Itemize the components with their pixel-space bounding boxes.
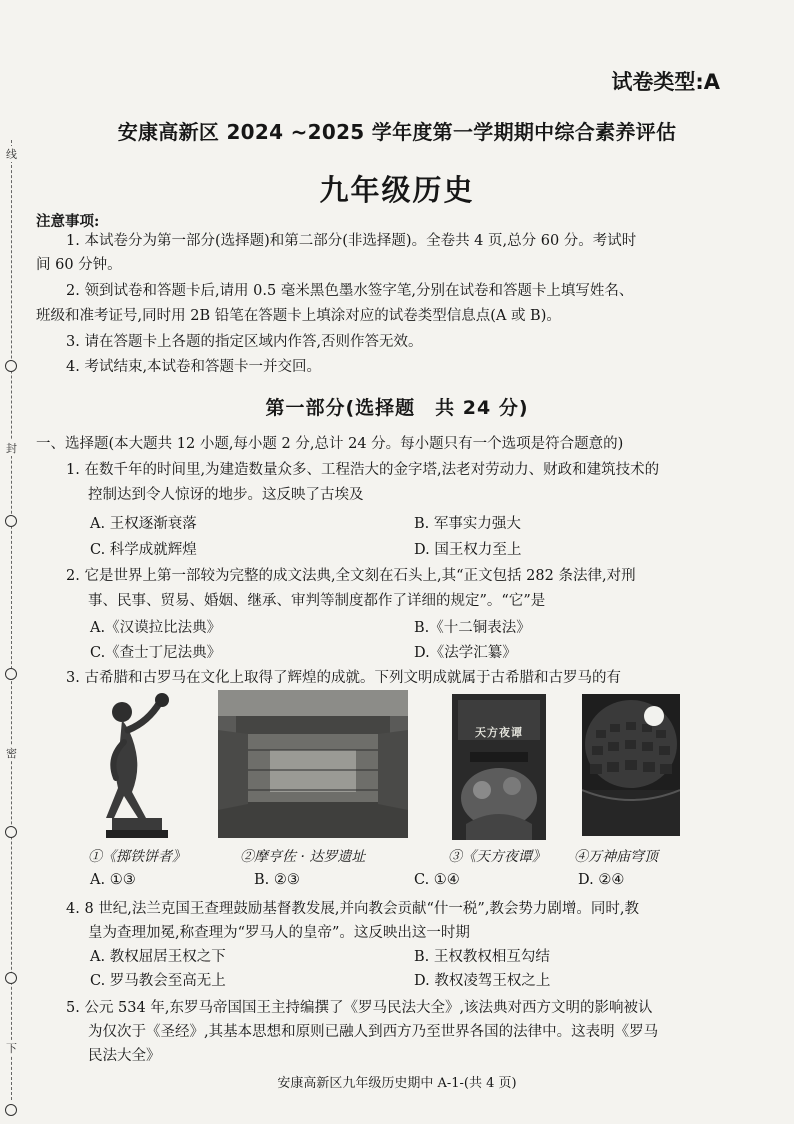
question-4-option-a: A. 教权屈居王权之下 xyxy=(90,949,226,965)
binding-line xyxy=(11,140,12,1100)
question-4-option-b: B. 王权教权相互勾结 xyxy=(414,949,550,965)
question-2-line-1: 2. 它是世界上第一部较为完整的成文法典,全文刻在石头上,其“正文包括 282 条法律,对刑 xyxy=(66,568,636,584)
notice-item-2-line-1: 2. 领到试卷和答题卡后,请用 0.5 毫米黑色墨水签字笔,分别在试卷和答题卡上填写姓名、 xyxy=(66,283,634,299)
binding-hole-icon xyxy=(5,668,17,680)
notice-item-3: 3. 请在答题卡上各题的指定区域内作答,否则作答无效。 xyxy=(66,334,423,350)
question-1-option-d: D. 国王权力至上 xyxy=(414,542,522,558)
notice-item-4: 4. 考试结束,本试卷和答题卡一并交回。 xyxy=(66,359,322,375)
notice-item-2-line-2: 班级和准考证号,同时用 2B 铅笔在答题卡上填涂对应的试卷类型信息点(A 或 B)。 xyxy=(36,308,561,324)
notice-item-1-line-1: 1. 本试卷分为第一部分(选择题)和第二部分(非选择题)。全卷共 4 页,总分 60 分。考试时 xyxy=(66,233,637,249)
question-2-option-a: A.《汉谟拉比法典》 xyxy=(90,620,222,636)
question-4-line-2: 皇为查理加冕,称查理为“罗马人的皇帝”。这反映出这一时期 xyxy=(88,925,470,941)
question-1-line-1: 1. 在数千年的时间里,为建造数量众多、工程浩大的金字塔,法老对劳动力、财政和建筑技术的 xyxy=(66,462,660,478)
question-1-option-c: C. 科学成就辉煌 xyxy=(90,542,197,558)
discobolus-image xyxy=(86,692,186,842)
image-caption-3: ③《天方夜谭》 xyxy=(448,849,546,865)
page-footer: 安康高新区九年级历史期中 A-1-(共 4 页) xyxy=(277,1076,517,1091)
part-one-title: 第一部分(选择题 共 24 分) xyxy=(265,397,529,419)
margin-mark-xia: 下 xyxy=(6,1042,17,1055)
book-cover-title: 天方夜谭 xyxy=(475,726,523,739)
part-one-instruction: 一、选择题(本大题共 12 小题,每小题 2 分,总计 24 分。每小题只有一个选项是符合题意的) xyxy=(36,436,624,452)
question-3-option-d: D. ②④ xyxy=(578,872,625,888)
image-caption-4: ④万神庙穹顶 xyxy=(574,849,658,865)
image-caption-2: ②摩亨佐 · 达罗遗址 xyxy=(240,849,366,865)
binding-hole-icon xyxy=(5,826,17,838)
binding-hole-icon xyxy=(5,360,17,372)
question-4-option-d: D. 教权凌驾王权之上 xyxy=(414,973,551,989)
mohenjo-daro-image xyxy=(218,690,408,838)
question-3-option-c: C. ①④ xyxy=(414,872,460,888)
question-5-line-2: 为仅次于《圣经》,其基本思想和原则已融人到西方乃至世界各国的法律中。这表明《罗马 xyxy=(88,1024,659,1040)
binding-hole-icon xyxy=(5,515,17,527)
binding-hole-icon xyxy=(5,1104,17,1116)
image-caption-1: ①《掷铁饼者》 xyxy=(88,849,186,865)
subject-title: 九年级历史 xyxy=(319,173,475,207)
question-5-line-1: 5. 公元 534 年,东罗马帝国国王主持编撰了《罗马民法大全》,该法典对西方文明的影响被认 xyxy=(66,1000,653,1016)
question-1-option-b: B. 军事实力强大 xyxy=(414,516,521,532)
question-2-option-c: C.《查士丁尼法典》 xyxy=(90,645,222,661)
notice-heading: 注意事项: xyxy=(36,213,100,230)
question-4-option-c: C. 罗马教会至高无上 xyxy=(90,973,226,989)
question-3-line-1: 3. 古希腊和古罗马在文化上取得了辉煌的成就。下列文明成就属于古希腊和古罗马的有 xyxy=(66,670,621,686)
paper-type-label: 试卷类型:A xyxy=(611,70,720,94)
question-2-option-b: B.《十二铜表法》 xyxy=(414,620,531,636)
exam-title: 安康高新区 2024 ~2025 学年度第一学期期中综合素养评估 xyxy=(117,120,677,144)
question-5-line-3: 民法大全》 xyxy=(88,1048,161,1064)
question-3-option-b: B. ②③ xyxy=(254,872,300,888)
arabian-nights-cover-image xyxy=(452,694,546,840)
pantheon-dome-image xyxy=(582,694,680,836)
notice-item-1-line-2: 间 60 分钟。 xyxy=(36,257,122,273)
binding-hole-icon xyxy=(5,972,17,984)
question-4-line-1: 4. 8 世纪,法兰克国王查理鼓励基督教发展,并向教会贡献“什一税”,教会势力剧增。同时,教 xyxy=(66,901,640,917)
margin-mark-feng: 封 xyxy=(6,442,17,455)
question-3-option-a: A. ①③ xyxy=(90,872,136,888)
margin-mark-mi: 密 xyxy=(6,747,17,760)
question-2-option-d: D.《法学汇纂》 xyxy=(414,645,517,661)
margin-mark-xian: 线 xyxy=(6,148,17,161)
question-1-line-2: 控制达到令人惊讶的地步。这反映了古埃及 xyxy=(88,487,364,503)
question-2-line-2: 事、民事、贸易、婚姻、继承、审判等制度都作了详细的规定”。“它”是 xyxy=(88,593,546,609)
question-1-option-a: A. 王权逐渐衰落 xyxy=(90,516,197,532)
